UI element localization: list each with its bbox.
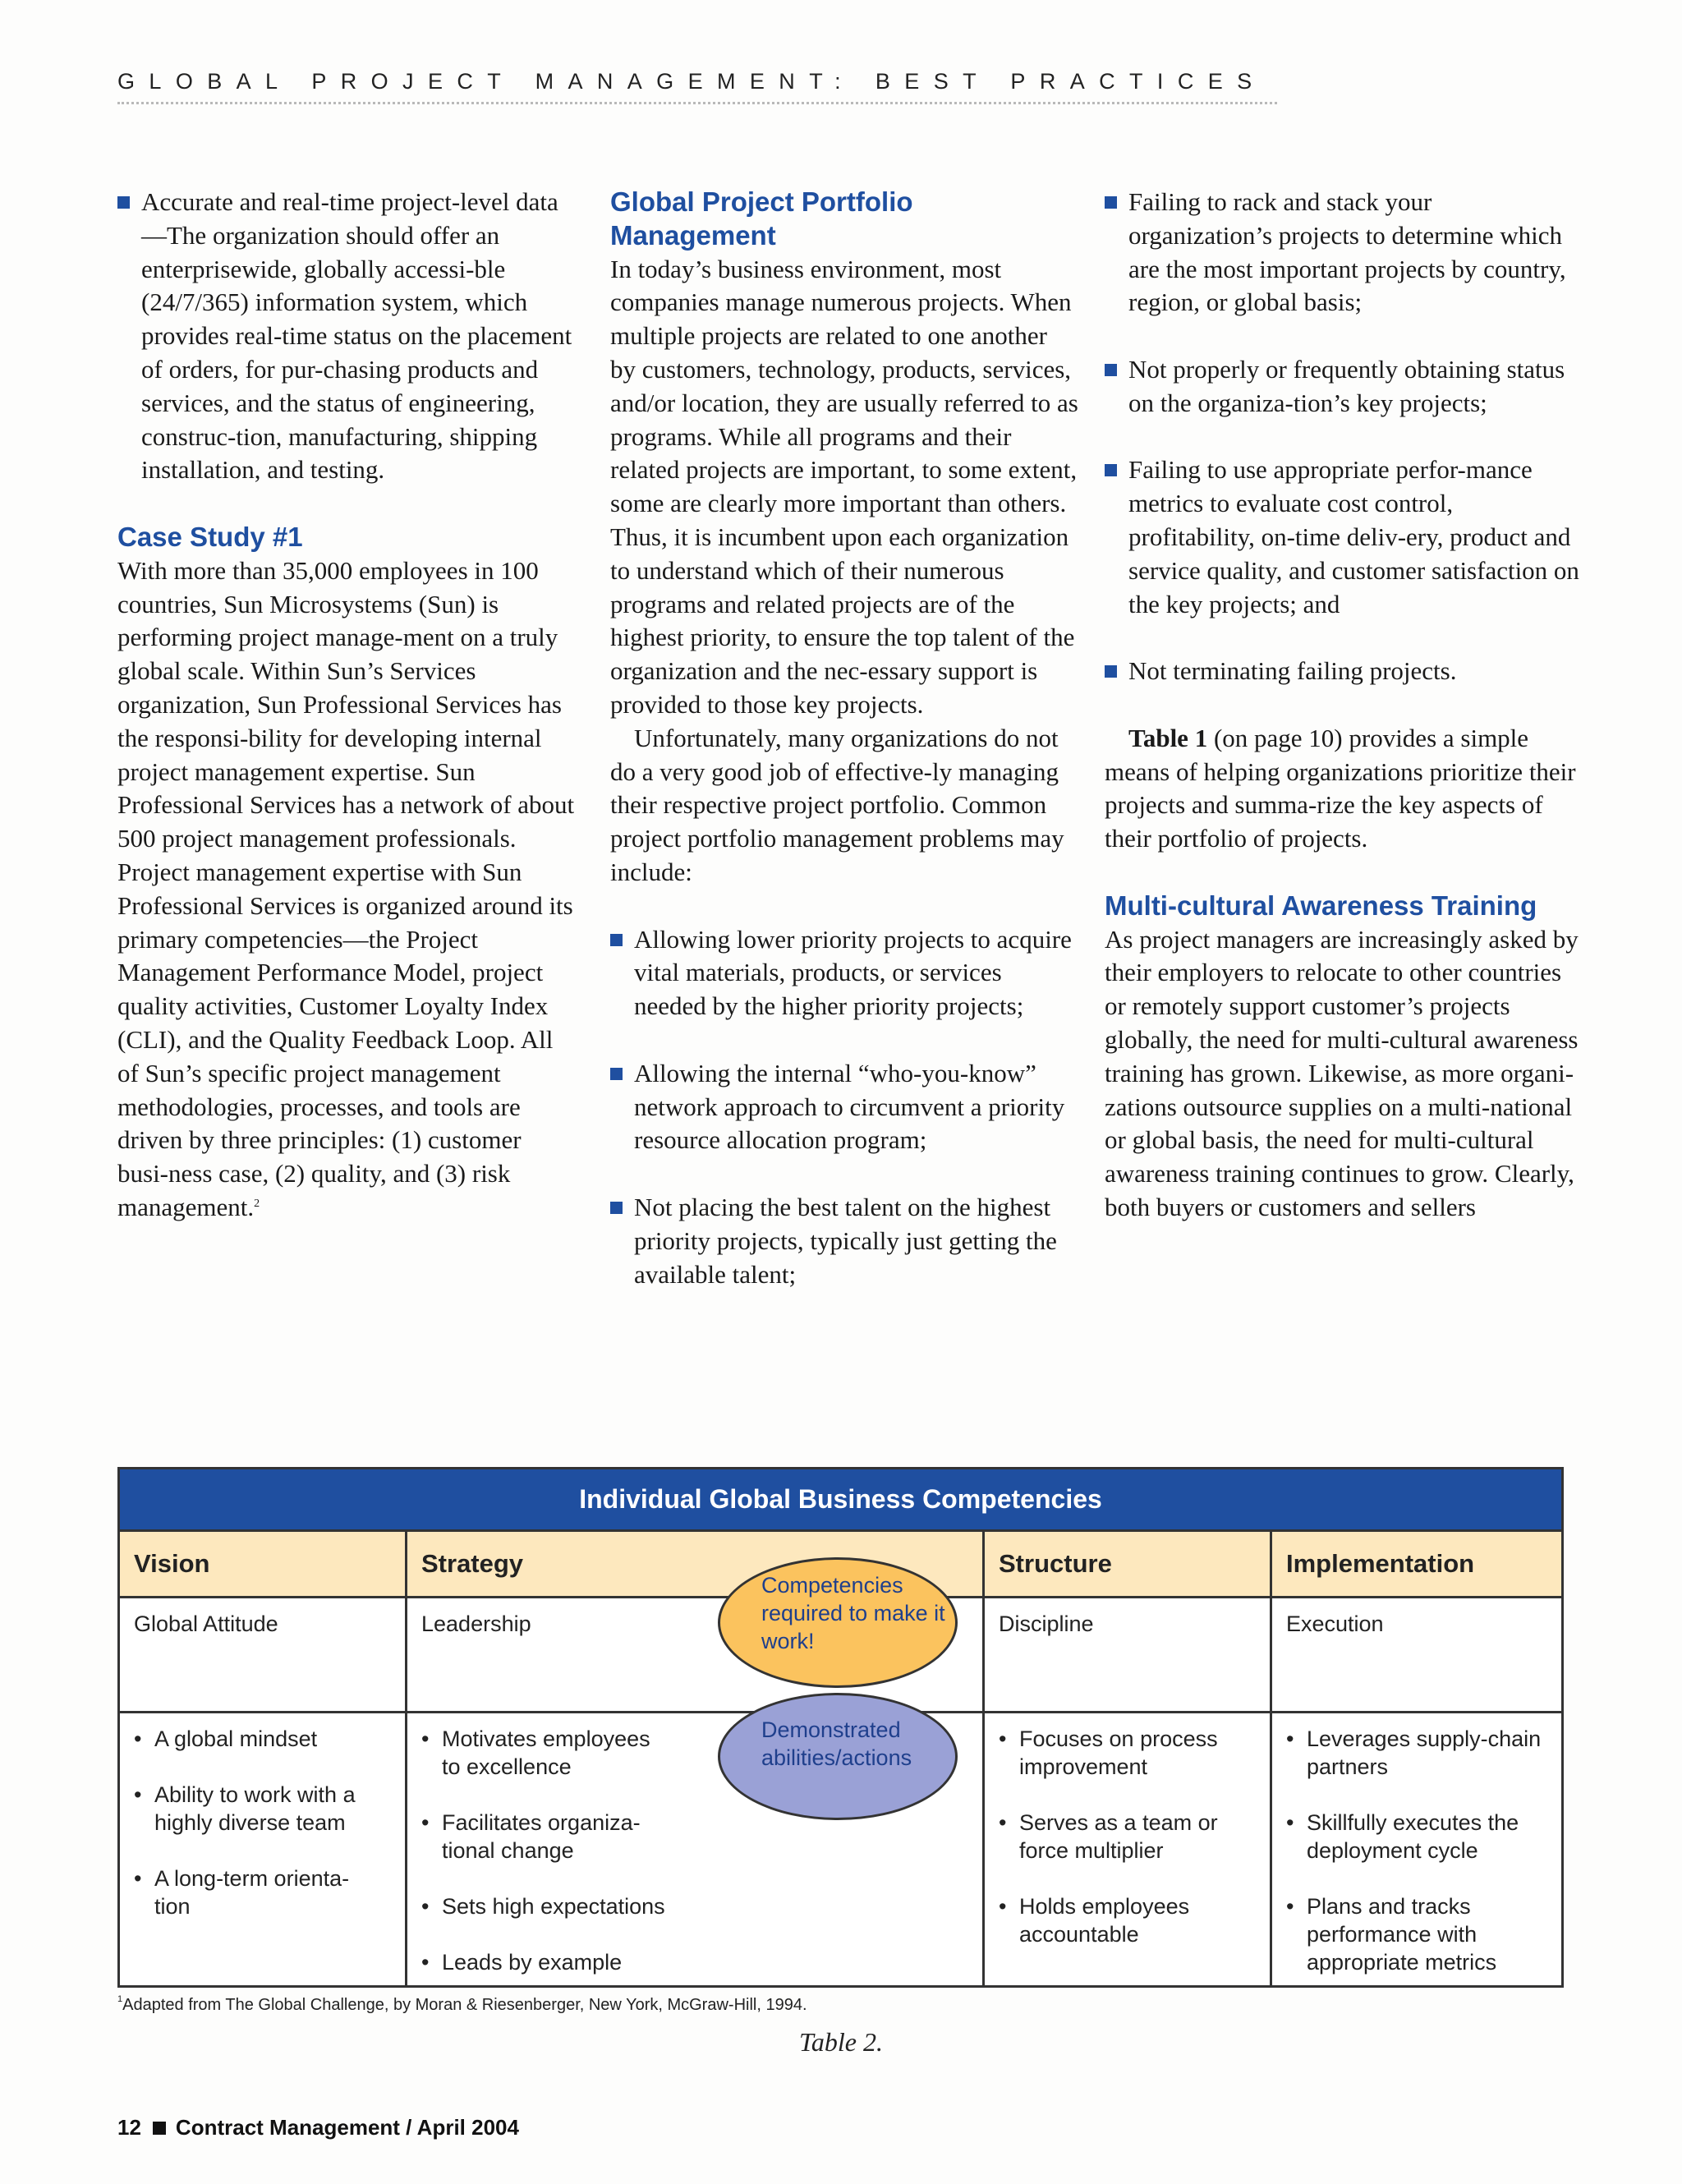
attribute-cell: Execution (1272, 1598, 1561, 1713)
table-footnote: $^1$Adapted from The Global Challenge, by Moran & Riesenberger, New York, McGraw-Hill, 1994. (117, 1994, 807, 2014)
attribute-cell: Leadership (407, 1598, 985, 1713)
table-bullet: • Focuses on process improvement (999, 1727, 1218, 1779)
page-number: 12 (117, 2115, 141, 2140)
publication-name: Contract Management / April 2004 (175, 2115, 519, 2140)
square-bullet-icon (610, 934, 623, 946)
list-item (1105, 655, 1581, 688)
table-bullet: • Sets high expectations (421, 1894, 665, 1919)
table-bullet: • Motivates employees to excellence (421, 1727, 650, 1779)
table-bullet: • Ability to work with a highly diverse team (134, 1782, 356, 1835)
bullet-text: Failing to rack and stack your organization’s projects to determine which are the most important projects by country, region, or global basis; (1128, 187, 1566, 317)
table-bullet: • A long-term orienta-tion (134, 1866, 350, 1919)
multicultural-body: As project managers are increasingly asked by their employers to relocate to other countries or remotely support customer’s projects globally, the need for multi-cultural awareness training has grown. Likewise, as more organi-zations outsource supplies on a multi-national or global basis, the need for multi-cultural awareness training continues to grow. Clearly, both buyers or customers and sellers (1105, 924, 1579, 1221)
table-reference-para: Table 1 (on page 10) provides a simple means of helping organizations prioritize their projects and summa-rize the key aspects of their portfolio of projects. (1105, 723, 1576, 853)
bullet-text: Accurate and real-time project-level data—The organization should offer an enterprisewide, globally accessi-ble (24/7/365) information system, which provides real-time status on the placement of orders, for pur-chasing products and services, and the status of engineering, construc-tion, manufacturing, shipping installation, and testing. (141, 187, 572, 485)
table-ref: Table 1 (1128, 723, 1208, 752)
square-icon (153, 2122, 166, 2135)
column-header-vision: Vision (120, 1532, 407, 1598)
column-header-implementation: Implementation (1272, 1532, 1561, 1598)
abilities-cell-vision (120, 1713, 407, 1985)
portfolio-heading: Global Project Portfolio Management (610, 186, 913, 251)
column-header-strategy: Strategy (407, 1532, 985, 1598)
page-footer (117, 2115, 519, 2140)
abilities-cell-structure (985, 1713, 1272, 1985)
column-2 (610, 186, 1078, 1325)
multicultural-heading: Multi-cultural Awareness Training (1105, 890, 1537, 921)
table-bullet: • Holds employees accountable (999, 1894, 1190, 1947)
column-1 (117, 186, 577, 1225)
table-bullet: • Leads by example (421, 1950, 623, 1975)
list-item (1105, 353, 1581, 421)
list-item (117, 186, 577, 487)
case-study-heading: Case Study #1 (117, 521, 303, 552)
bullet-text: Not terminating failing projects. (1128, 656, 1457, 686)
table-bullet: • Skillfully executes the deployment cycle (1286, 1810, 1519, 1863)
table-bullet: • Facilitates organiza-tional change (421, 1810, 641, 1863)
attribute-cell: Global Attitude (120, 1598, 407, 1713)
table-bullet: • Leverages supply-chain partners (1286, 1727, 1542, 1779)
table-bullet: • A global mindset (134, 1727, 318, 1751)
header-rule (117, 102, 1277, 104)
list-item (1105, 186, 1581, 320)
abilities-cell-implementation (1272, 1713, 1561, 1985)
list-item (1105, 453, 1581, 621)
running-head: GLOBAL PROJECT MANAGEMENT: BEST PRACTICES (117, 69, 1266, 94)
bullet-text: Allowing the internal “who-you-know” network approach to circumvent a priority resource allocation program; (634, 1058, 1065, 1155)
square-bullet-icon (1105, 665, 1117, 678)
square-bullet-icon (610, 1202, 623, 1214)
table-bullet: • Plans and tracks performance with appropriate metrics (1286, 1894, 1497, 1975)
square-bullet-icon (117, 196, 130, 209)
table-bullet: • Serves as a team or force multiplier (999, 1810, 1218, 1863)
table-title: Individual Global Business Competencies (120, 1469, 1561, 1532)
abilities-oval: Demonstrated abilities/actions (718, 1693, 958, 1820)
bullet-text: Failing to use appropriate perfor-mance metrics to evaluate cost control, profitability, on-time deliv-ery, product and service quality, and customer satisfaction on the key projects; and (1128, 455, 1579, 618)
column-header-structure: Structure (985, 1532, 1272, 1598)
attribute-cell: Discipline (985, 1598, 1272, 1713)
square-bullet-icon (610, 1068, 623, 1080)
list-item (610, 1191, 1078, 1291)
portfolio-para-2: Unfortunately, many organizations do not do a very good job of effective-ly managing their respective project portfolio. Common project portfolio management problems may include: (610, 723, 1064, 886)
table-caption: Table 2. (799, 2027, 883, 2057)
square-bullet-icon (1105, 364, 1117, 376)
competencies-oval: Competencies required to make it work! (718, 1557, 958, 1688)
square-bullet-icon (1105, 464, 1117, 476)
column-3 (1105, 186, 1581, 1225)
bullet-text: Not placing the best talent on the highest priority projects, typically just getting the available talent; (634, 1192, 1057, 1289)
square-bullet-icon (1105, 196, 1117, 209)
bullet-text: Not properly or frequently obtaining status on the organiza-tion’s key projects; (1128, 354, 1565, 417)
list-item (610, 1057, 1078, 1157)
case-study-body: With more than 35,000 employees in 100 countries, Sun Microsystems (Sun) is performing project manage-ment on a truly global scale. Within Sun’s Services organization, Sun Professional Services has the responsi-bility for developing internal project management expertise. Sun Professional Services has a network of about 500 project management professionals. Project management expertise with Sun Professional Services is organized around its primary competencies—the Project Management Performance Model, project quality activities, Customer Loyalty Index (CLI), and the Quality Feedback Loop. All of Sun’s specific project management methodologies, processes, and tools are driven by three principles: (1) customer busi-ness case, (2) quality, and (3) risk management.$^2$ (117, 555, 575, 1221)
footnote-ref: 2 (254, 1197, 260, 1210)
portfolio-para-1: In today’s business environment, most companies manage numerous projects. When multiple projects are related to one another by customers, technology, products, services, and/or location, they are usually referred to as programs. While all programs and their related projects are important, to some extent, some are clearly more important than others. Thus, it is incumbent upon each organization to understand which of their numerous programs and related projects are of the highest priority, to ensure the top talent of the organization and the nec-essary support is provided to those key projects. (610, 254, 1078, 719)
list-item (610, 923, 1078, 1023)
bullet-text: Allowing lower priority projects to acquire vital materials, products, or services needed by the higher priority projects; (634, 924, 1072, 1021)
